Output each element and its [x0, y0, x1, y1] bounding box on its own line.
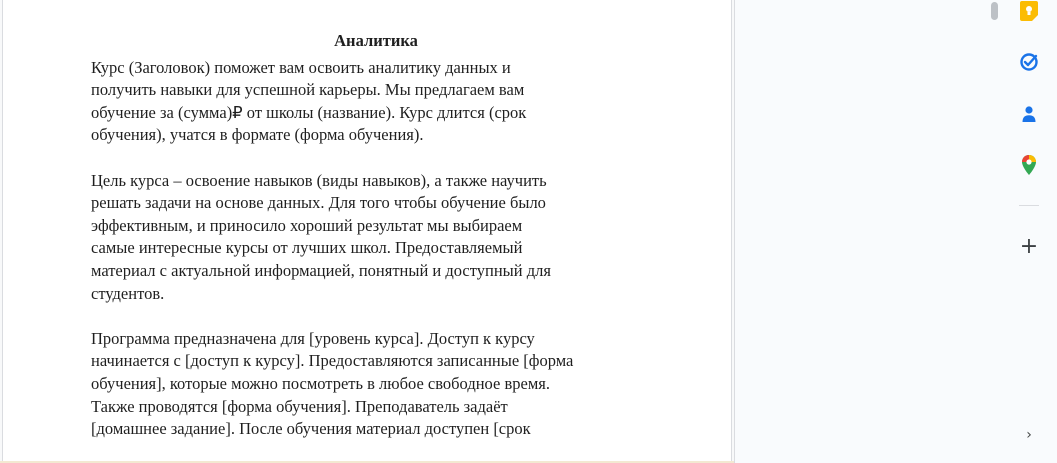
tasks-icon[interactable] — [1018, 51, 1040, 73]
scrollbar-thumb[interactable] — [991, 2, 998, 20]
document-body[interactable] — [91, 28, 661, 463]
document-title[interactable]: Аналитика — [334, 31, 418, 50]
paragraph-1[interactable]: Курс (Заголовок) поможет вам освоить аналитику данных и получить навыки для успешной карьеры. Мы предлагаем вам обучение за (сумма)₽ от школы (название). Курс длится (срок обучения), учатся в формате (форма обучения). — [91, 57, 527, 145]
plus-icon: + — [1019, 234, 1039, 259]
contacts-icon[interactable] — [1018, 103, 1040, 125]
keep-icon[interactable] — [1018, 0, 1040, 22]
maps-icon[interactable] — [1018, 154, 1040, 176]
expand-panel-button[interactable] — [1018, 424, 1040, 446]
paragraph-2[interactable]: Цель курса – освоение навыков (виды навыков), а также научить решать задачи на основе данных. Для того чтобы обучение было эффективным, и приносило хороший результат мы выбираем самые интересные курсы от лучших школ. Предоставляемый материал с актуальной информацией, понятный и доступный для студентов. — [91, 170, 551, 303]
add-addon-button[interactable] — [1018, 236, 1040, 258]
scroll-divider — [734, 0, 735, 463]
side-panel — [1006, 0, 1057, 463]
document-page[interactable] — [2, 0, 732, 463]
chevron-right-icon: › — [1026, 427, 1032, 443]
paragraph-3[interactable]: Программа предназначена для [уровень курса]. Доступ к курсу начинается с [доступ к курсу]. Предоставляются записанные [форма обучения], которые можно посмотреть в любое свободное время. Также проводятся [форма обучения]. Преподаватель задаёт [домашнее задание]. После обучения материал доступен [срок — [91, 328, 574, 439]
side-panel-divider — [1019, 205, 1039, 206]
